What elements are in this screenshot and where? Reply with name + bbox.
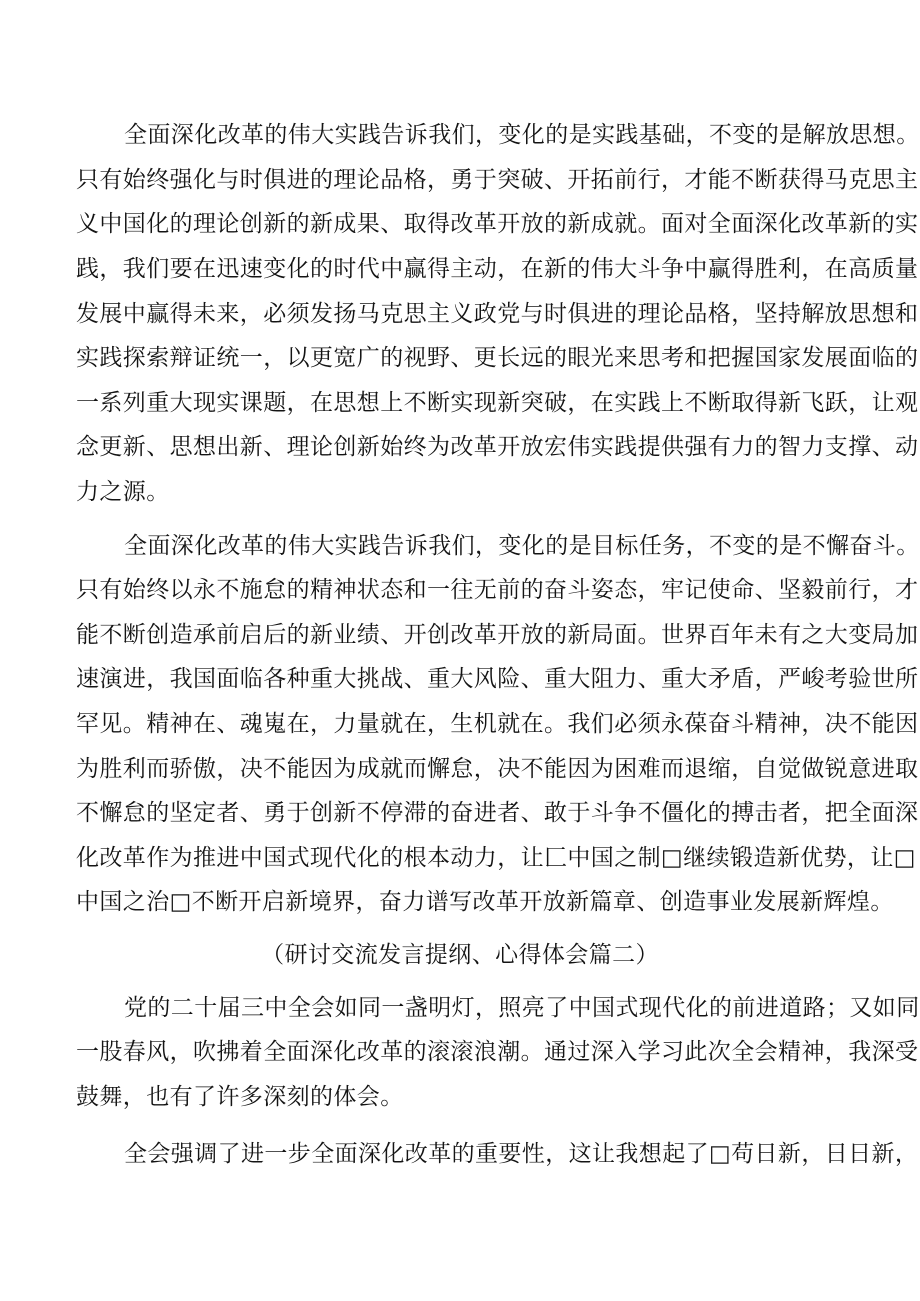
paragraph-2-line-1: 全面深化改革的伟大实践告诉我们，变化的是目标任务，不变的是不懈奋斗。 — [124, 533, 920, 559]
paragraph-1-line-1: 全面深化改革的伟大实践告诉我们，变化的是实践基础，不变的是解放思想。 — [124, 122, 920, 148]
paragraph-3-line-2: 一股春风，吹拂着全面深化改革的滚滚浪潮。通过深入学习此次全会精神，我深受 — [76, 1039, 919, 1065]
paragraph-2-line-5: 罕见。精神在、魂嵬在，力量就在，生机就在。我们必须永葆奋斗精神，决不能因 — [76, 711, 919, 737]
paragraph-1-line-2: 只有始终强化与时俱进的理论品格，勇于突破、开拓前行，才能不断获得马克思主 — [76, 167, 919, 193]
section-heading: （研讨交流发言提纲、心得体会篇二） — [261, 942, 659, 968]
paragraph-2-line-9: 中国之治□不断开启新境界，奋力谱写改革开放新篇章、创造事业发展新辉煌。 — [76, 889, 894, 915]
paragraph-2-line-2: 只有始终以永不施怠的精神状态和一往无前的奋斗姿态，牢记使命、坚毅前行，才 — [76, 577, 919, 603]
paragraph-1-line-9: 力之源。 — [76, 479, 170, 505]
paragraph-1-line-6: 实践探索辩证统一，以更宽广的视野、更长远的眼光来思考和把握国家发展面临的 — [76, 345, 919, 371]
paragraph-1-line-7: 一系列重大现实课题，在思想上不断实现新突破，在实践上不断取得新飞跃，让观 — [76, 390, 919, 416]
paragraph-3-line-3: 鼓舞，也有了许多深刻的体会。 — [76, 1084, 404, 1110]
paragraph-3-line-1: 党的二十届三中全会如同一盏明灯，照亮了中国式现代化的前进道路；又如同 — [124, 995, 920, 1021]
paragraph-2-line-6: 为胜利而骄傲，决不能因为成就而懈怠，决不能因为困难而退缩，自觉做锐意进取 — [76, 756, 919, 782]
paragraph-2-line-4: 速演进，我国面临各种重大挑战、重大风险、重大阻力、重大矛盾，严峻考验世所 — [76, 666, 919, 692]
paragraph-1-line-8: 念更新、思想出新、理论创新始终为改革开放宏伟实践提供强有力的智力支撑、动 — [76, 434, 919, 460]
paragraph-1-line-4: 践，我们要在迅速变化的时代中赢得主动，在新的伟大斗争中赢得胜利，在高质量 — [76, 256, 919, 282]
paragraph-2-line-3: 能不断创造承前启后的新业绩、开创改革开放的新局面。世界百年未有之大变局加 — [76, 622, 919, 648]
paragraph-4-line-1: 全会强调了进一步全面深化改革的重要性，这让我想起了□苟日新，日日新， — [124, 1141, 919, 1167]
paragraph-1-line-5: 发展中赢得未来，必须发扬马克思主义政党与时俱进的理论品格，坚持解放思想和 — [76, 301, 919, 327]
paragraph-2-line-7: 不懈怠的坚定者、勇于创新不停滞的奋进者、敢于斗争不僵化的搏击者，把全面深 — [76, 800, 919, 826]
paragraph-2-line-8: 化改革作为推进中国式现代化的根本动力，让匚中国之制□继续锻造新优势，让□ — [76, 845, 916, 871]
paragraph-1-line-3: 义中国化的理论创新的新成果、取得改革开放的新成就。面对全面深化改革新的实 — [76, 211, 919, 237]
